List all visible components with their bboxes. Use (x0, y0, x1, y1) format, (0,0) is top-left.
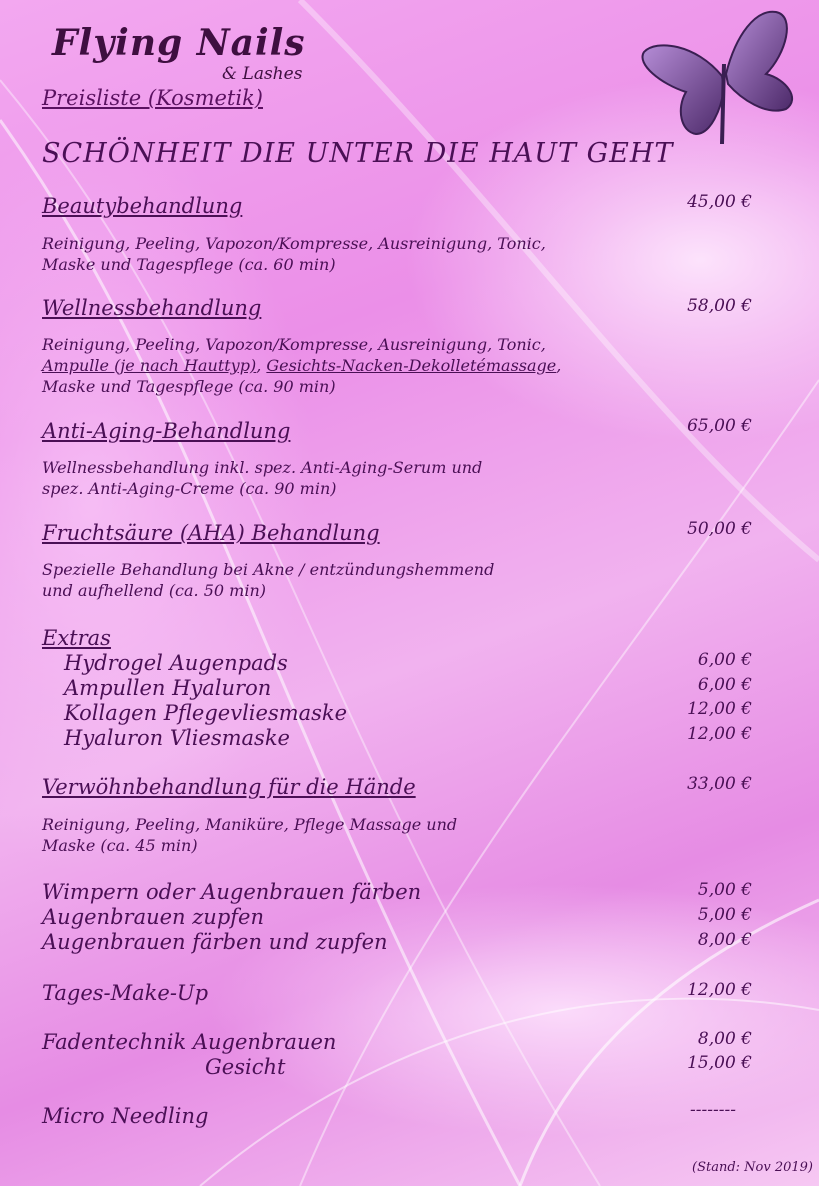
brow-item-name: Wimpern oder Augenbrauen färben (42, 880, 422, 904)
logo-title: Flying Nails (52, 22, 306, 64)
section-price-anti-aging: 65,00 € (687, 416, 752, 436)
separator: , (556, 356, 562, 375)
threading-name: Fadentechnik Augenbrauen (42, 1030, 337, 1054)
ampulle-text: Ampulle (je nach Hauttyp) (42, 356, 257, 375)
brow-item-price: 5,00 € (697, 880, 752, 900)
separator: , (256, 356, 267, 375)
section-price-hands: 33,00 € (687, 774, 752, 794)
description-line: Maske und Tagespflege (ca. 90 min) (42, 377, 336, 396)
extra-item-name: Hydrogel Augenpads (64, 651, 288, 675)
extra-item-price: 6,00 € (697, 650, 752, 670)
stand-date: (Stand: Nov 2019) (692, 1160, 813, 1175)
brow-item-name: Augenbrauen zupfen (42, 905, 264, 929)
needling-name: Micro Needling (42, 1104, 209, 1128)
description-line: spez. Anti-Aging-Creme (ca. 90 min) (42, 479, 337, 498)
brow-item-price: 5,00 € (697, 905, 752, 925)
threading-price: 8,00 € (697, 1029, 752, 1049)
description-line: Wellnessbehandlung inkl. spez. Anti-Aging-Serum und (42, 458, 483, 477)
description-line: Maske und Tagespflege (ca. 60 min) (42, 255, 336, 274)
description-line: Reinigung, Peeling, Maniküre, Pflege Massage und (42, 815, 458, 834)
section-price-aha: 50,00 € (687, 519, 752, 539)
makeup-name: Tages-Make-Up (42, 981, 209, 1005)
brow-item-price: 8,00 € (697, 930, 752, 950)
description-line: Maske (ca. 45 min) (42, 836, 198, 855)
section-price-wellness: 58,00 € (687, 296, 752, 316)
section-title-wellness: Wellnessbehandlung (42, 296, 262, 320)
section-description-beauty (42, 233, 546, 275)
section-title-hands: Verwöhnbehandlung für die Hände (42, 775, 416, 799)
butterfly-icon (636, 4, 806, 154)
section-description-anti-aging (42, 457, 482, 499)
section-title-beauty: Beautybehandlung (42, 194, 243, 218)
extra-item-price: 12,00 € (687, 699, 752, 719)
logo-subtitle: & Lashes (222, 64, 303, 84)
section-description-wellness (42, 334, 561, 397)
section-price-beauty: 45,00 € (687, 192, 752, 212)
threading-sub-name: Gesicht (205, 1055, 286, 1079)
description-line: Reinigung, Peeling, Vapozon/Kompresse, Ausreinigung, Tonic, (42, 335, 546, 354)
section-title-aha: Fruchtsäure (AHA) Behandlung (42, 521, 380, 545)
section-title-anti-aging: Anti-Aging-Behandlung (42, 419, 291, 443)
massage-text: Gesichts-Nacken-Dekolletémassage (266, 356, 557, 375)
section-description-hands (42, 814, 457, 856)
section-description-aha (42, 559, 494, 601)
extra-item-price: 6,00 € (697, 675, 752, 695)
price-list-subtitle: Preisliste (Kosmetik) (42, 86, 263, 110)
description-line (42, 355, 561, 376)
extras-title: Extras (42, 626, 111, 650)
description-line: und aufhellend (ca. 50 min) (42, 581, 267, 600)
page-headline: SCHÖNHEIT DIE UNTER DIE HAUT GEHT (42, 138, 674, 169)
needling-price: -------- (690, 1100, 736, 1120)
makeup-price: 12,00 € (687, 980, 752, 1000)
extra-item-price: 12,00 € (687, 724, 752, 744)
extra-item-name: Kollagen Pflegevliesmaske (64, 701, 348, 725)
description-line: Spezielle Behandlung bei Akne / entzündungshemmend (42, 560, 495, 579)
threading-sub-price: 15,00 € (687, 1053, 752, 1073)
extra-item-name: Ampullen Hyaluron (64, 676, 272, 700)
description-line: Reinigung, Peeling, Vapozon/Kompresse, Ausreinigung, Tonic, (42, 234, 546, 253)
extra-item-name: Hyaluron Vliesmaske (64, 726, 290, 750)
brow-item-name: Augenbrauen färben und zupfen (42, 930, 388, 954)
